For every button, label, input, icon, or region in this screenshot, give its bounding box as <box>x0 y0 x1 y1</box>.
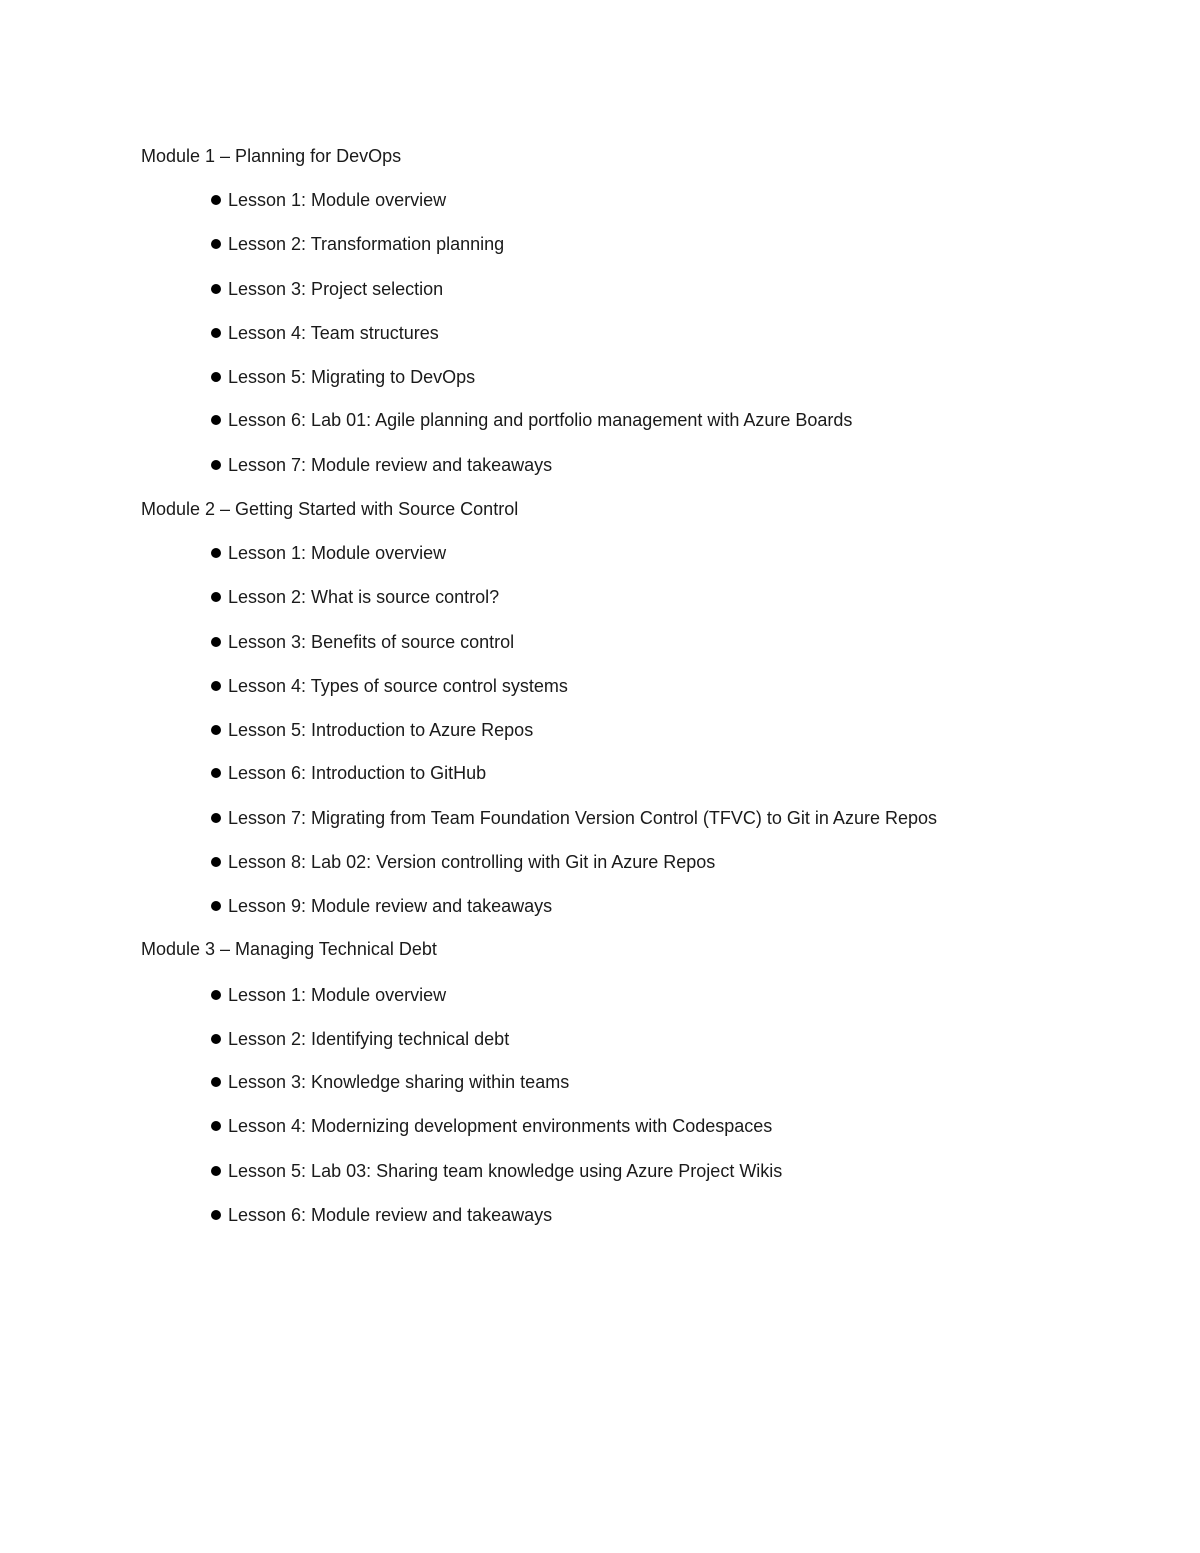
module-3-heading: Module 3 – Managing Technical Debt <box>141 939 437 959</box>
module-1-lesson-1 <box>211 178 446 222</box>
bullet-icon <box>211 990 221 1000</box>
bullet-icon <box>211 1166 221 1176</box>
module-2-lesson-2 <box>211 575 499 619</box>
lesson-label: Lesson 3: Project selection <box>228 279 444 299</box>
lesson-label: Lesson 4: Modernizing development environments with Codespaces <box>228 1116 773 1136</box>
lesson-label: Lesson 3: Benefits of source control <box>228 632 515 652</box>
module-3-lesson-3 <box>211 1060 569 1104</box>
bullet-icon <box>211 901 221 911</box>
lesson-label: Lesson 1: Module overview <box>228 985 447 1005</box>
lesson-label: Lesson 6: Lab 01: Agile planning and portfolio management with Azure Boards <box>228 410 853 430</box>
lesson-label: Lesson 7: Module review and takeaways <box>228 455 553 475</box>
module-3-lesson-2 <box>211 1017 509 1061</box>
bullet-icon <box>211 415 221 425</box>
bullet-icon <box>211 1077 221 1087</box>
bullet-icon <box>211 592 221 602</box>
lesson-label: Lesson 5: Migrating to DevOps <box>228 367 476 387</box>
lesson-label: Lesson 3: Knowledge sharing within teams <box>228 1072 570 1092</box>
module-1-lesson-5 <box>211 355 475 399</box>
bullet-icon <box>211 460 221 470</box>
module-2-lesson-8 <box>211 840 715 884</box>
bullet-icon <box>211 725 221 735</box>
module-1-lesson-7 <box>211 443 552 487</box>
bullet-icon <box>211 768 221 778</box>
module-1-lesson-2 <box>211 222 504 266</box>
module-1-heading: Module 1 – Planning for DevOps <box>141 146 402 166</box>
bullet-icon <box>211 637 221 647</box>
module-2-lesson-4 <box>211 664 568 708</box>
lesson-label: Lesson 5: Lab 03: Sharing team knowledge using Azure Project Wikis <box>228 1161 783 1181</box>
bullet-icon <box>211 328 221 338</box>
module-2-lesson-3 <box>211 620 514 664</box>
module-1-lesson-3 <box>211 267 443 311</box>
bullet-icon <box>211 1121 221 1131</box>
lesson-label: Lesson 1: Module overview <box>228 190 447 210</box>
bullet-icon <box>211 548 221 558</box>
lesson-label: Lesson 2: Identifying technical debt <box>228 1029 510 1049</box>
module-1-lesson-6 <box>211 398 852 442</box>
bullet-icon <box>211 813 221 823</box>
lesson-label: Lesson 4: Types of source control systems <box>228 676 568 696</box>
bullet-icon <box>211 1034 221 1044</box>
module-2-lesson-1 <box>211 531 446 575</box>
bullet-icon <box>211 681 221 691</box>
module-1-lesson-4 <box>211 311 439 355</box>
lesson-label: Lesson 6: Introduction to GitHub <box>228 763 487 783</box>
bullet-icon <box>211 857 221 867</box>
module-2-lesson-6 <box>211 751 486 795</box>
module-2-lesson-7 <box>211 796 937 840</box>
lesson-label: Lesson 7: Migrating from Team Foundation Version Control (TFVC) to Git in Azure Repos <box>228 808 937 828</box>
bullet-icon <box>211 239 221 249</box>
module-2-lesson-5 <box>211 708 533 752</box>
bullet-icon <box>211 372 221 382</box>
bullet-icon <box>211 284 221 294</box>
lesson-label: Lesson 2: Transformation planning <box>228 234 505 254</box>
module-2-lesson-9 <box>211 884 552 928</box>
module-3-lesson-6 <box>211 1193 552 1237</box>
lesson-label: Lesson 9: Module review and takeaways <box>228 896 553 916</box>
lesson-label: Lesson 5: Introduction to Azure Repos <box>228 720 534 740</box>
lesson-label: Lesson 2: What is source control? <box>228 587 500 607</box>
bullet-icon <box>211 1210 221 1220</box>
module-3-lesson-1 <box>211 973 446 1017</box>
lesson-label: Lesson 6: Module review and takeaways <box>228 1205 553 1225</box>
module-2-heading: Module 2 – Getting Started with Source Control <box>141 499 519 519</box>
module-3-lesson-4 <box>211 1104 772 1148</box>
module-3-lesson-5 <box>211 1149 782 1193</box>
lesson-label: Lesson 1: Module overview <box>228 543 447 563</box>
lesson-label: Lesson 8: Lab 02: Version controlling with Git in Azure Repos <box>228 852 716 872</box>
lesson-label: Lesson 4: Team structures <box>228 323 439 343</box>
bullet-icon <box>211 195 221 205</box>
